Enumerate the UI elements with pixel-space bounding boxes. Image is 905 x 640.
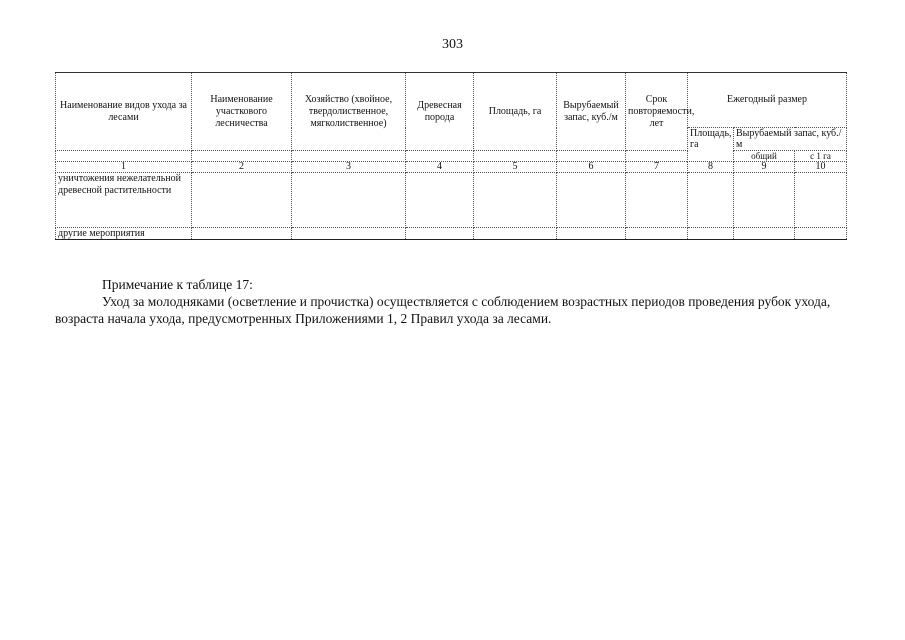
table-cell <box>734 173 795 228</box>
column-number: 3 <box>292 162 406 173</box>
header-cell-felled-volume: Вырубаемый запас, куб./м <box>557 73 626 151</box>
table-cell <box>474 228 557 240</box>
table-cell <box>795 173 847 228</box>
column-number: 1 <box>56 162 192 173</box>
header-cell-care-type: Наименование видов ухода за лесами <box>56 73 192 151</box>
table-cell <box>688 228 734 240</box>
column-number: 6 <box>557 162 626 173</box>
header-cell-tree-species: Древесная порода <box>406 73 474 151</box>
page-number: 303 <box>442 37 463 52</box>
table-cell <box>292 173 406 228</box>
column-number-row <box>56 162 847 173</box>
empty-cell <box>557 151 626 162</box>
empty-cell <box>626 151 688 162</box>
row-label: другие мероприятия <box>56 228 192 240</box>
column-number: 2 <box>192 162 292 173</box>
table-cell <box>192 173 292 228</box>
header-cell-annual-size: Ежегодный размер <box>688 73 847 128</box>
maintenance-table <box>55 72 847 240</box>
empty-cell <box>192 151 292 162</box>
column-number: 8 <box>688 162 734 173</box>
note-text: Уход за молодняками (осветление и прочистка) осуществляется с соблюдением возрастных периодов проведения рубок ухода, возраста начала ухода, предусмотренных Приложениями 1, 2 Правил ухода за лесами. <box>55 294 831 326</box>
header-cell-area: Площадь, га <box>474 73 557 151</box>
table-cell <box>795 228 847 240</box>
table-row <box>56 228 847 240</box>
subheader-cell-per-ha: с 1 га <box>795 151 847 162</box>
empty-cell <box>406 151 474 162</box>
table-row <box>56 173 847 228</box>
table-cell <box>734 228 795 240</box>
subheader-cell-volume: Вырубаемый запас, куб./м <box>734 128 847 151</box>
empty-cell <box>56 151 192 162</box>
header-cell-repeat-period: Срок повторяемости, лет <box>626 73 688 151</box>
empty-cell <box>474 151 557 162</box>
table-cell <box>557 228 626 240</box>
table-cell <box>292 228 406 240</box>
empty-cell <box>292 151 406 162</box>
table-note <box>55 276 855 327</box>
table-cell <box>474 173 557 228</box>
table-cell <box>406 173 474 228</box>
table-cell <box>406 228 474 240</box>
table-cell <box>688 173 734 228</box>
column-number: 5 <box>474 162 557 173</box>
column-number: 7 <box>626 162 688 173</box>
subheader-cell-area: Площадь, га <box>688 128 734 162</box>
subheader-cell-total: общий <box>734 151 795 162</box>
table-cell <box>192 228 292 240</box>
table-cell <box>557 173 626 228</box>
header-row <box>56 73 847 128</box>
note-title: Примечание к таблице 17: <box>102 277 253 292</box>
header-cell-forestry: Наименование участкового лесничества <box>192 73 292 151</box>
column-number: 10 <box>795 162 847 173</box>
table-cell <box>626 228 688 240</box>
column-number: 4 <box>406 162 474 173</box>
column-number: 9 <box>734 162 795 173</box>
row-label: уничтожения нежелательной древесной растительности <box>56 173 192 228</box>
header-cell-economy: Хозяйство (хвойное, твердолиственное, мягколиственное) <box>292 73 406 151</box>
table-cell <box>626 173 688 228</box>
